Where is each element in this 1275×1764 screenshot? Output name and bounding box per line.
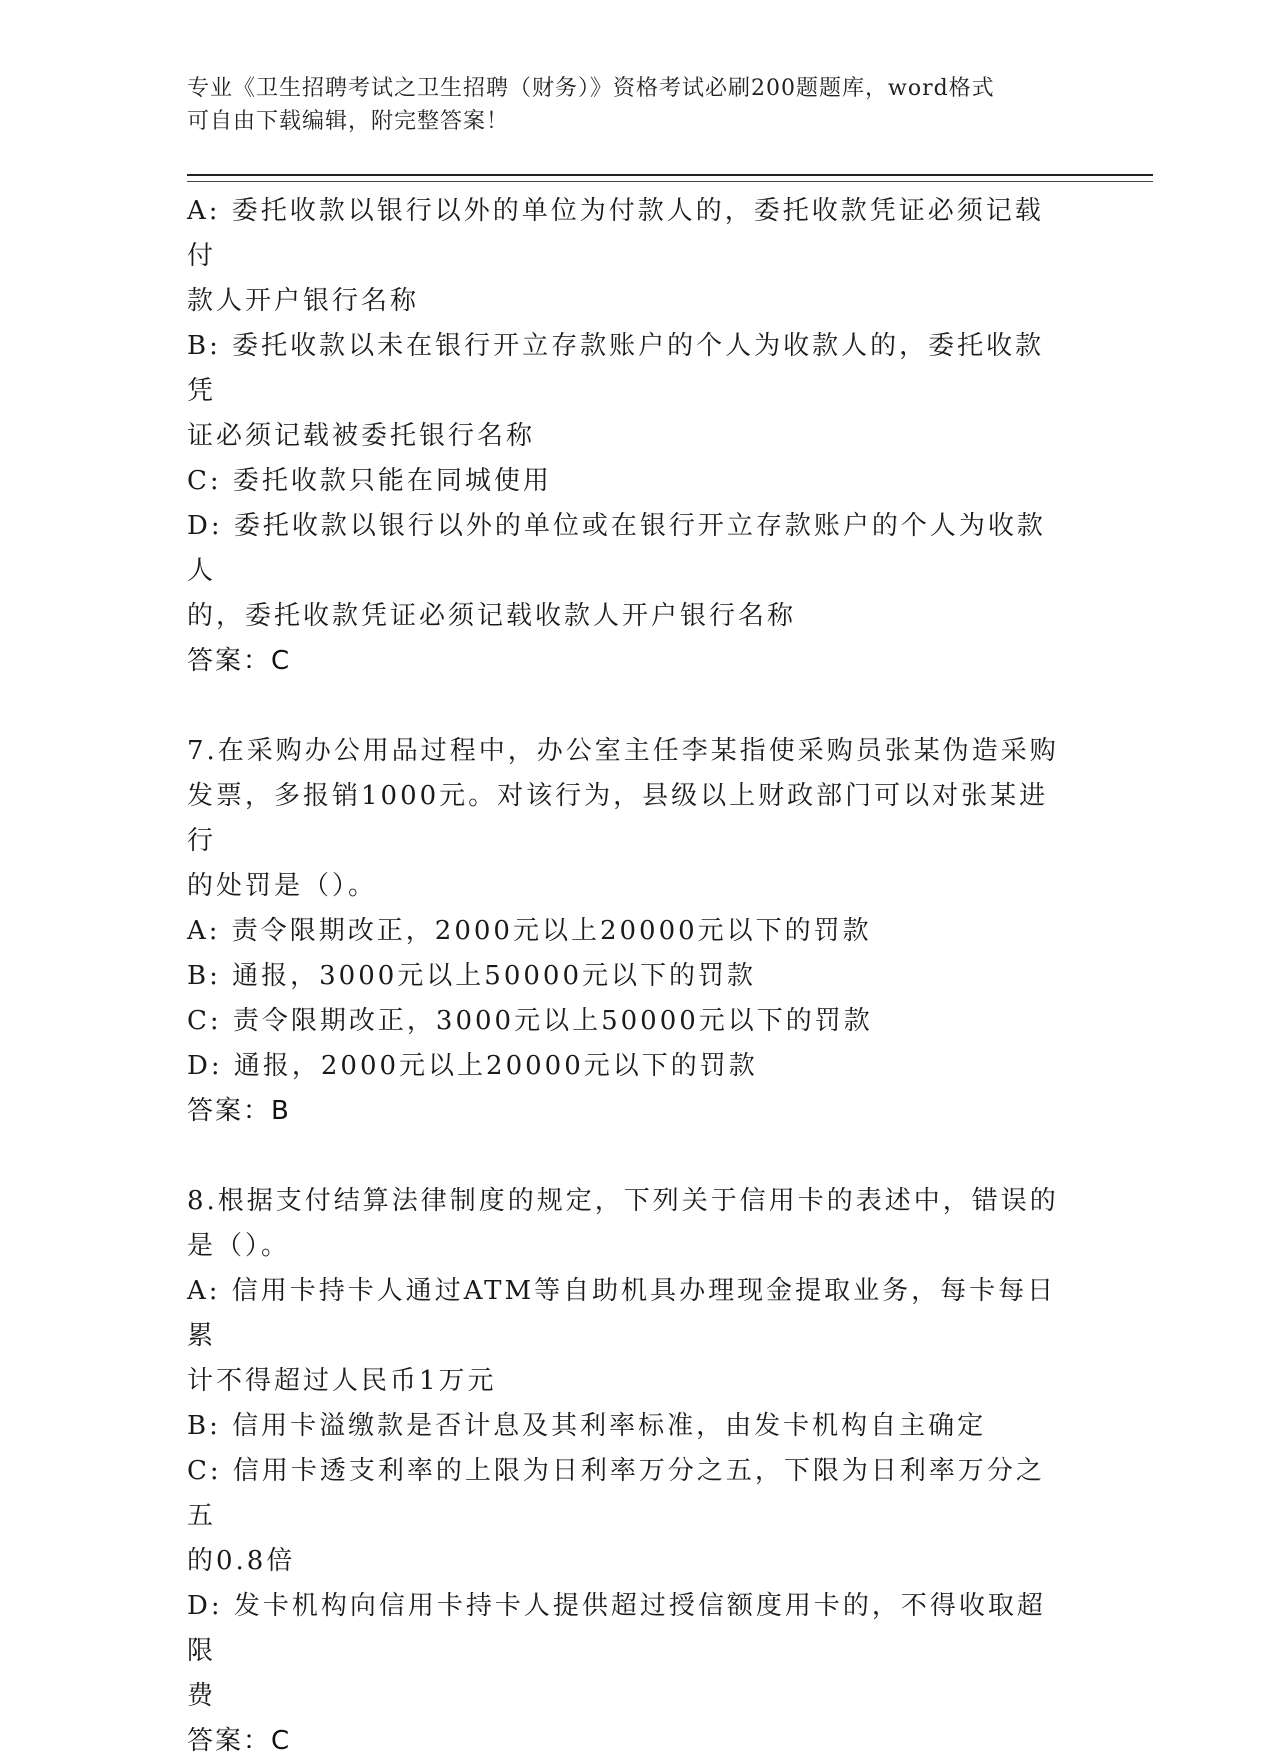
- document-header: [187, 72, 1067, 138]
- option-b-line-1: B: 信用卡溢缴款是否计息及其利率标准，由发卡机构自主确定: [187, 1411, 987, 1441]
- option-c-line-2: 的0.8倍: [187, 1546, 296, 1576]
- option-a-line-2: 计不得超过人民币1万元: [187, 1366, 497, 1396]
- question-stem-line-3: 的处罚是（）。: [187, 871, 378, 901]
- question-stem-line-1: 8.根据支付结算法律制度的规定，下列关于信用卡的表述中，错误的: [187, 1186, 1059, 1216]
- option-a-line-2: 款人开户银行名称: [187, 286, 420, 316]
- document-body: [187, 189, 1072, 1764]
- question-7: [187, 729, 1072, 1134]
- answer-label: 答案：B: [187, 1096, 291, 1126]
- header-line-1: 专业《卫生招聘考试之卫生招聘（财务）》资格考试必刷200题题库，word格式: [187, 76, 995, 101]
- option-c-line-1: C: 信用卡透支利率的上限为日利率万分之五，下限为日利率万分之五: [187, 1456, 1045, 1531]
- question-stem-line-1: 7.在采购办公用品过程中，办公室主任李某指使采购员张某伪造采购: [187, 736, 1059, 766]
- header-divider-thick: [187, 174, 1153, 176]
- option-d-line-1: D: 发卡机构向信用卡持卡人提供超过授信额度用卡的，不得收取超限: [187, 1591, 1046, 1666]
- option-b-line-2: 证必须记载被委托银行名称: [187, 421, 536, 451]
- answer-label: 答案：C: [187, 646, 292, 676]
- header-divider-thin: [187, 181, 1153, 182]
- option-a-line-1: A: 责令限期改正，2000元以上20000元以下的罚款: [187, 916, 872, 946]
- spacer: [187, 1134, 1072, 1179]
- header-line-2: 可自由下载编辑，附完整答案！: [187, 109, 510, 134]
- option-b-line-1: B: 通报，3000元以上50000元以下的罚款: [187, 961, 757, 991]
- option-b-line-1: B: 委托收款以未在银行开立存款账户的个人为收款人的，委托收款凭: [187, 331, 1045, 406]
- answer-label: 答案：C: [187, 1726, 292, 1756]
- option-a-line-1: A: 信用卡持卡人通过ATM等自助机具办理现金提取业务，每卡每日累: [187, 1276, 1057, 1351]
- question-stem-line-2: 是（）。: [187, 1231, 291, 1261]
- option-d-line-1: D: 通报，2000元以上20000元以下的罚款: [187, 1051, 758, 1081]
- question-stem-line-2: 发票，多报销1000元。对该行为，县级以上财政部门可以对张某进行: [187, 781, 1049, 856]
- option-d-line-1: D: 委托收款以银行以外的单位或在银行开立存款账户的个人为收款人: [187, 511, 1046, 586]
- option-c-line-1: C: 委托收款只能在同城使用: [187, 466, 552, 496]
- option-d-line-2: 的，委托收款凭证必须记载收款人开户银行名称: [187, 601, 797, 631]
- question-6-options: [187, 189, 1072, 684]
- option-c-line-1: C: 责令限期改正，3000元以上50000元以下的罚款: [187, 1006, 873, 1036]
- option-a-line-1: A: 委托收款以银行以外的单位为付款人的，委托收款凭证必须记载付: [187, 196, 1044, 271]
- question-8: [187, 1179, 1072, 1764]
- option-d-line-2: 费: [187, 1681, 217, 1711]
- spacer: [187, 684, 1072, 729]
